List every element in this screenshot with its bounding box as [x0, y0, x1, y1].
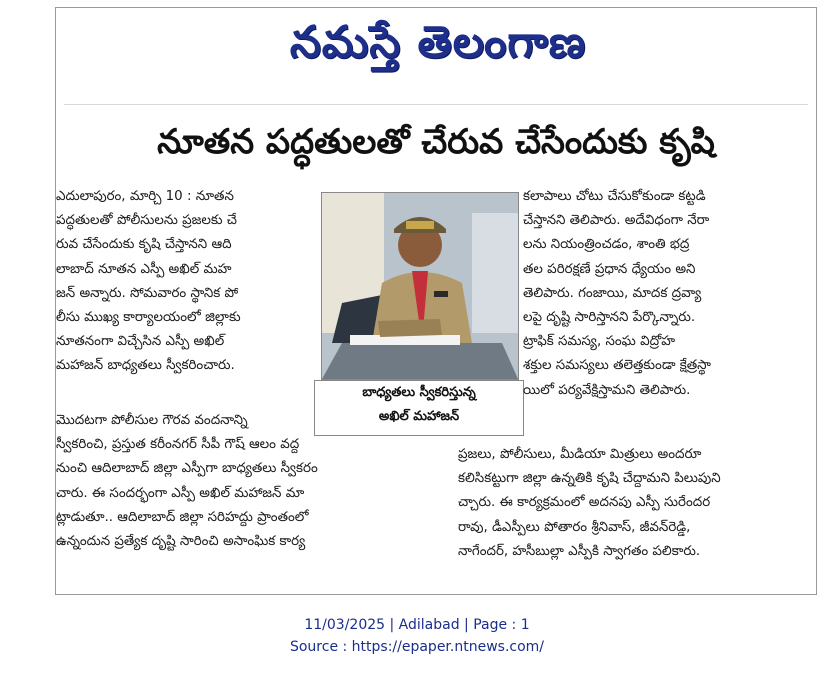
text-line: లపై దృష్టి సారిస్తానని పేర్కొన్నారు. — [523, 310, 696, 326]
text-line: తల పరిరక్షణే ప్రధాన ధ్యేయం అని — [523, 261, 696, 277]
text-line: కలిసికట్టుగా జిల్లా ఉన్నతికి కృషి చేద్దామని పిలుపుని — [458, 471, 721, 487]
text-line: చ్చారు. ఈ కార్యక్రమంలో అదనపు ఎస్పీ సురేందర — [458, 495, 711, 511]
text-line: మొదటగా పోలీసుల గౌరవ వందనాన్ని — [56, 413, 248, 428]
caption-line: అఖిల్ మహాజన్ — [378, 409, 460, 424]
text-line: చారు. ఈ సందర్భంగా ఎస్పీ అఖిల్ మహాజన్ మా — [56, 485, 305, 501]
text-line: లీసు ముఖ్య కార్యాలయంలో జిల్లాకు — [56, 310, 241, 326]
footer-source: Source : https://epaper.ntnews.com/ — [289, 639, 545, 655]
text-line: తెలిపారు. గంజాయి, మాదక ద్రవ్యా — [523, 285, 702, 301]
photo-officer-illustration — [322, 193, 518, 379]
text-line: ట్లాడుతూ.. ఆదిలాబాద్ జిల్లా సరిహద్దు ప్రాంతంలో — [56, 509, 309, 525]
text-line: రువ చేసేందుకు కృషి చేస్తానని ఆది — [56, 237, 232, 253]
text-line: పద్ధతులతో పోలీసులను ప్రజలకు చే — [56, 213, 237, 229]
article-photo — [321, 192, 519, 380]
article-column-right — [523, 185, 811, 403]
text-line: రావు, డీఎస్పీలు పోతారం శ్రీనివాస్, జీవన్‌రెడ్డి, — [458, 519, 691, 535]
text-line: నూతనంగా విచ్చేసిన ఎస్పీ అఖిల్ — [56, 334, 225, 350]
text-line: స్వీకరించి, ప్రస్తుత కరీంనగర్ సీపీ గౌష్ ఆలం వద్ద — [56, 437, 300, 453]
text-line: జన్ అన్నారు. సోమవారం స్థానిక పో — [56, 285, 239, 301]
article-continuation-right — [458, 443, 813, 564]
text-line: ఎదులాపురం, మార్చి 10 : నూతన — [56, 189, 234, 204]
text-line: నుంచి ఆదిలాబాద్ జిల్లా ఎస్పీగా బాధ్యతలు స్వీకరం — [56, 461, 318, 477]
masthead-divider — [64, 104, 808, 105]
text-line: యిలో పర్యవేక్షిస్తామని తెలిపారు. — [523, 382, 691, 398]
text-line: నాగేందర్, హసీబుల్లా ఎస్పీకి స్వాగతం పలికారు. — [458, 543, 701, 559]
text-line: లను నియంత్రించడం, శాంతి భద్ర — [523, 237, 690, 253]
article-column-left — [56, 185, 314, 379]
caption-line: బాధ్యతలు స్వీకరిస్తున్న — [362, 385, 476, 400]
text-line: లాబాద్ నూతన ఎస్పీ అఖిల్ మహ — [56, 261, 232, 277]
text-line: ఉన్నందున ప్రత్యేక దృష్టి సారించి అసాంఘిక కార్య — [56, 534, 306, 550]
article-continuation-left — [56, 409, 456, 554]
newspaper-clipping — [55, 7, 817, 595]
text-line: చేస్తానని తెలిపారు. అదేవిధంగా నేరా — [523, 213, 710, 229]
masthead-logo: నమస్తే తెలంగాణ — [289, 17, 587, 68]
text-line: ప్రజలు, పోలీసులు, మీడియా మిత్రులు అందరూ — [458, 447, 702, 462]
text-line: మహాజన్ బాధ్యతలు స్వీకరించారు. — [56, 358, 235, 374]
footer-date-edition: 11/03/2025 | Adilabad | Page : 1 — [304, 617, 530, 633]
text-line: శక్తుల సమస్యలు తలెత్తకుండా క్షేత్రస్థా — [523, 358, 711, 374]
text-line: కలాపాలు చోటు చేసుకోకుండా కట్టడి — [523, 189, 706, 204]
text-line: ట్రాఫిక్ సమస్య, సంఘ విద్రోహ — [523, 334, 676, 350]
article-headline: నూతన పద్ధతులతో చేరువ చేసేందుకు కృషి — [157, 122, 715, 162]
